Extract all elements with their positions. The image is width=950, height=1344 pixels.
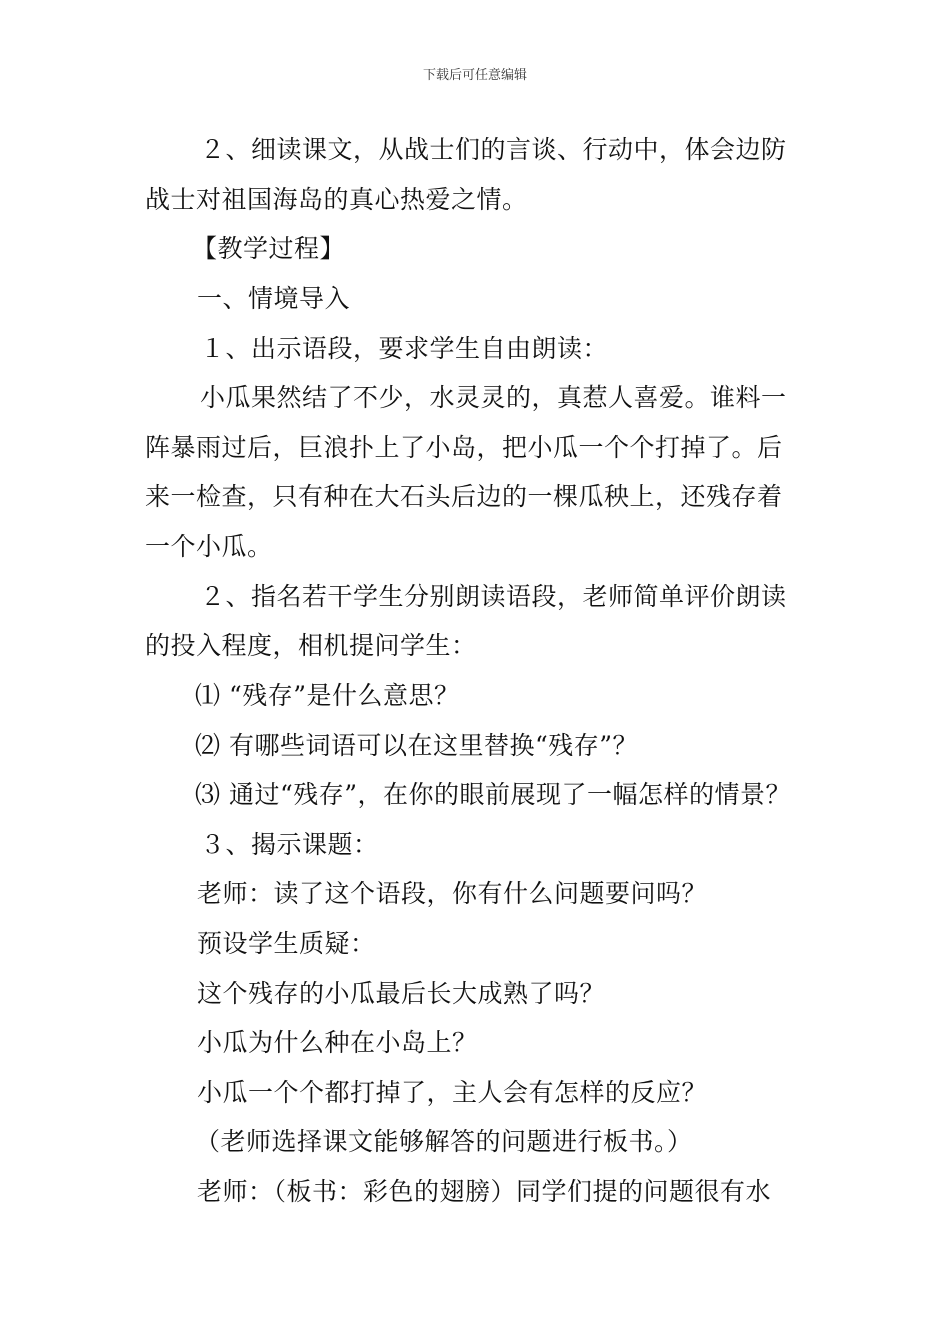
quote-line: 一个小瓜。 [145, 532, 273, 561]
question-item: ⑶ 通过“残存”，在你的眼前展现了一幅怎样的情景？ [195, 780, 792, 809]
paragraph-line: 小瓜为什么种在小岛上？ [197, 1028, 478, 1057]
question-item: ⑴ “残存”是什么意思？ [195, 681, 460, 710]
paragraph-line: 预设学生质疑： [197, 929, 376, 958]
paragraph-line: 老师：（板书：彩色的翅膀）同学们提的问题很有水 [197, 1177, 772, 1206]
paragraph-line: 战士对祖国海岛的真心热爱之情。 [145, 185, 528, 214]
subsection-heading: 一、情境导入 [197, 284, 351, 313]
paragraph-line: 小瓜一个个都打掉了，主人会有怎样的反应？ [197, 1078, 708, 1107]
paragraph-line: ３、揭示课题： [200, 830, 379, 859]
quote-line: 小瓜果然结了不少，水灵灵的，真惹人喜爱。谁料一 [200, 383, 787, 412]
quote-line: 来一检查，只有种在大石头后边的一棵瓜秧上，还残存着 [145, 482, 783, 511]
paragraph-line: 这个残存的小瓜最后长大成熟了吗？ [197, 979, 606, 1008]
paragraph-line: （老师选择课文能够解答的问题进行板书。） [195, 1127, 693, 1156]
paragraph-line: ２、细读课文，从战士们的言谈、行动中，体会边防 [200, 135, 787, 164]
paragraph-line: ２、指名若干学生分别朗读语段，老师简单评价朗读 [200, 582, 787, 611]
paragraph-line: １、出示语段，要求学生自由朗读： [200, 334, 609, 363]
paragraph-line: 老师：读了这个语段，你有什么问题要问吗？ [197, 879, 708, 908]
quote-line: 阵暴雨过后，巨浪扑上了小岛，把小瓜一个个打掉了。后 [145, 433, 783, 462]
page-header-note: 下载后可任意编辑 [422, 68, 527, 83]
question-item: ⑵ 有哪些词语可以在这里替换“残存”？ [195, 731, 639, 760]
section-heading: 【教学过程】 [192, 234, 346, 263]
paragraph-line: 的投入程度，相机提问学生： [145, 631, 477, 660]
